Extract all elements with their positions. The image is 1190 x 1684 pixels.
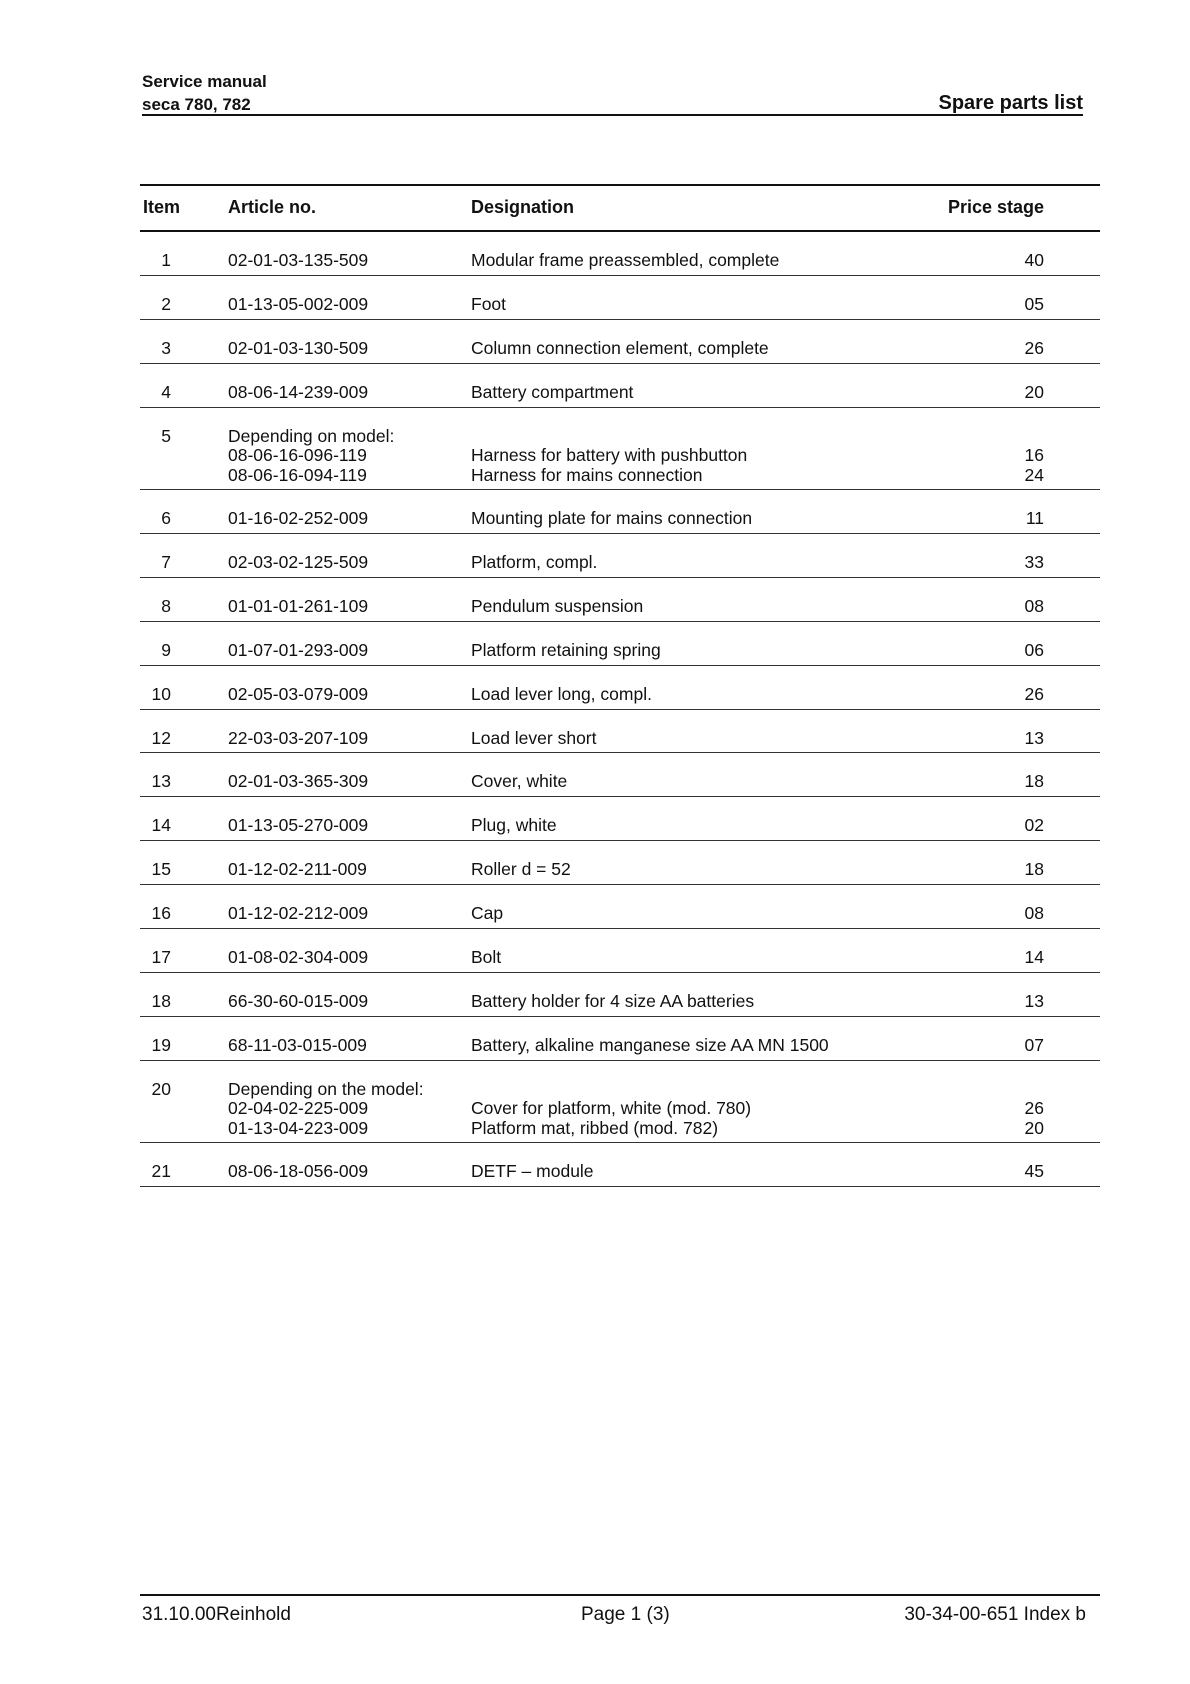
designation: Bolt [471, 946, 502, 967]
table-row [140, 490, 1100, 534]
article-number: 02-01-03-365-309 [228, 771, 369, 792]
page-header [142, 70, 1083, 116]
designation: Cover, white [471, 771, 568, 792]
item-number: 20 [151, 1078, 171, 1099]
price-stage: 14 [1024, 946, 1044, 967]
designation: Harness for battery with pushbutton [471, 445, 748, 466]
designation: Column connection element, complete [471, 337, 769, 358]
item-number: 19 [151, 1034, 171, 1055]
price-stage: 02 [1024, 815, 1044, 836]
item-number: 13 [151, 771, 171, 792]
article-number: 68-11-03-015-009 [228, 1034, 367, 1055]
article-number: 08-06-16-096-119 [228, 445, 367, 466]
item-number: 7 [161, 551, 171, 572]
price-stage: 18 [1024, 771, 1044, 792]
designation: DETF – module [471, 1161, 594, 1182]
model-note: Depending on model: [228, 425, 395, 446]
price-stage: 06 [1024, 639, 1044, 660]
price-stage: 40 [1024, 250, 1044, 270]
price-stage: 45 [1024, 1161, 1044, 1182]
article-number: 66-30-60-015-009 [228, 990, 369, 1011]
price-stage: 26 [1024, 1098, 1044, 1119]
price-stage: 08 [1024, 903, 1044, 924]
price-stage: 18 [1024, 859, 1044, 880]
item-number: 4 [161, 381, 171, 402]
article-number: 01-07-01-293-009 [228, 639, 369, 660]
designation: Platform mat, ribbed (mod. 782) [471, 1117, 719, 1138]
item-number: 10 [151, 683, 171, 704]
footer-page-number: Page 1 (3) [581, 1604, 670, 1625]
table-row [140, 885, 1100, 929]
designation: Harness for mains connection [471, 464, 703, 485]
table-row [140, 1061, 1100, 1144]
article-number: 02-03-02-125-509 [228, 551, 369, 572]
price-stage: 33 [1024, 551, 1044, 572]
table-row [140, 797, 1100, 841]
article-number: 02-05-03-079-009 [228, 683, 369, 704]
item-number: 1 [161, 250, 171, 270]
designation: Plug, white [471, 815, 557, 836]
table-row [140, 929, 1100, 973]
item-number: 12 [151, 727, 171, 748]
article-number: 01-01-01-261-109 [228, 595, 369, 616]
article-number: 01-12-02-211-009 [228, 859, 367, 880]
designation: Mounting plate for mains connection [471, 508, 753, 529]
footer-date-author: 31.10.00Reinhold [142, 1604, 291, 1625]
price-stage: 11 [1025, 508, 1044, 529]
price-stage: 13 [1024, 990, 1044, 1011]
item-number: 6 [161, 508, 171, 529]
product-name: seca 780, 782 [142, 95, 251, 114]
designation: Pendulum suspension [471, 595, 644, 616]
article-number: 02-01-03-130-509 [228, 337, 369, 358]
item-number: 2 [161, 293, 171, 314]
article-number: 08-06-18-056-009 [228, 1161, 369, 1182]
designation: Cover for platform, white (mod. 780) [471, 1098, 752, 1119]
designation: Load lever long, compl. [471, 683, 652, 704]
table-body [140, 232, 1100, 1187]
designation: Battery compartment [471, 381, 634, 402]
item-number: 21 [151, 1161, 171, 1182]
designation: Foot [471, 293, 507, 314]
designation: Battery holder for 4 size AA batteries [471, 990, 755, 1011]
article-number: 08-06-16-094-119 [228, 464, 367, 485]
column-header-article: Article no. [228, 197, 317, 217]
table-row [140, 408, 1100, 491]
article-number: 01-12-02-212-009 [228, 903, 369, 924]
item-number: 18 [151, 990, 171, 1011]
article-number: 01-13-05-002-009 [228, 293, 369, 314]
item-number: 17 [151, 946, 171, 967]
table-header [140, 184, 1100, 232]
spare-parts-table [140, 184, 1100, 1187]
designation: Platform, compl. [471, 551, 598, 572]
article-number: 08-06-14-239-009 [228, 381, 369, 402]
article-number: 01-13-04-223-009 [228, 1117, 369, 1138]
article-number: 01-13-05-270-009 [228, 815, 369, 836]
price-stage: 24 [1024, 464, 1044, 485]
designation: Modular frame preassembled, complete [471, 250, 780, 270]
article-number: 02-04-02-225-009 [228, 1098, 369, 1119]
article-number: 01-16-02-252-009 [228, 508, 369, 529]
column-header-designation: Designation [471, 197, 575, 217]
price-stage: 13 [1024, 727, 1044, 748]
table-row [140, 364, 1100, 408]
designation: Battery, alkaline manganese size AA MN 1500 [471, 1034, 829, 1055]
designation: Platform retaining spring [471, 639, 661, 660]
table-row [140, 320, 1100, 364]
item-number: 16 [151, 903, 171, 924]
section-title: Spare parts list [938, 92, 1083, 114]
table-row [140, 232, 1100, 276]
table-row [140, 578, 1100, 622]
item-number: 14 [151, 815, 171, 836]
table-row [140, 1017, 1100, 1061]
table-row [140, 666, 1100, 710]
item-number: 5 [161, 425, 171, 446]
item-number: 15 [151, 859, 171, 880]
article-number: 01-08-02-304-009 [228, 946, 369, 967]
model-note: Depending on the model: [228, 1078, 424, 1099]
table-row [140, 973, 1100, 1017]
table-row [140, 753, 1100, 797]
price-stage: 26 [1024, 337, 1044, 358]
table-row [140, 534, 1100, 578]
designation: Cap [471, 903, 504, 924]
price-stage: 07 [1024, 1034, 1044, 1055]
price-stage: 08 [1024, 595, 1044, 616]
item-number: 3 [161, 337, 171, 358]
footer-document-number: 30-34-00-651 Index b [904, 1604, 1086, 1625]
table-row [140, 710, 1100, 754]
item-number: 9 [161, 639, 171, 660]
table-row [140, 841, 1100, 885]
price-stage: 26 [1024, 683, 1044, 704]
page-footer [140, 1594, 1100, 1636]
price-stage: 05 [1024, 293, 1044, 314]
manual-title: Service manual [142, 72, 267, 91]
designation: Roller d = 52 [471, 859, 571, 880]
price-stage: 16 [1024, 445, 1044, 466]
price-stage: 20 [1024, 381, 1044, 402]
article-number: 22-03-03-207-109 [228, 727, 369, 748]
column-header-price-stage: Price stage [947, 197, 1044, 217]
table-row [140, 622, 1100, 666]
article-number: 02-01-03-135-509 [228, 250, 369, 270]
designation: Load lever short [471, 727, 597, 748]
table-row [140, 276, 1100, 320]
column-header-item: Item [143, 197, 181, 217]
item-number: 8 [161, 595, 171, 616]
table-row [140, 1143, 1100, 1187]
price-stage: 20 [1024, 1117, 1044, 1138]
